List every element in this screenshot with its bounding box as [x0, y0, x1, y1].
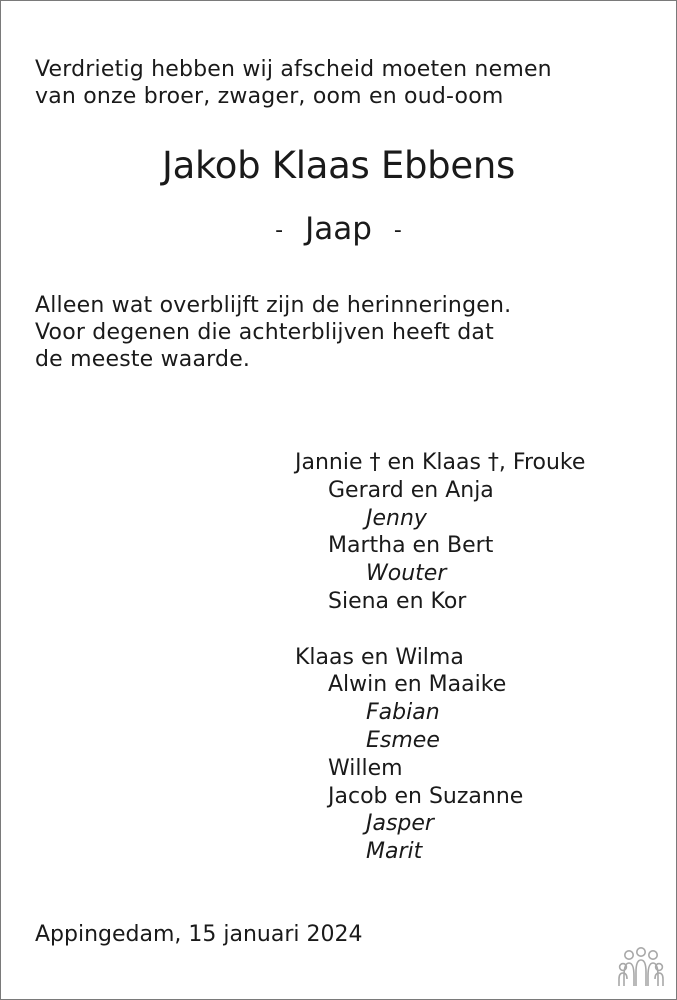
family-member: Willem	[328, 755, 403, 781]
quote-line: Voor degenen die achterblijven heeft dat	[35, 320, 494, 345]
family-grandchild: Marit	[366, 839, 423, 865]
deceased-name: Jakob Klaas Ebbens	[162, 144, 515, 187]
deceased-nickname-line	[1, 209, 676, 251]
family-member: Jacob en Suzanne	[328, 783, 524, 809]
quote-line: Alleen wat overblijft zijn de herinneringen.	[35, 293, 512, 318]
family-grandchild: Fabian	[366, 700, 440, 726]
intro-line: Verdrietig hebben wij afscheid moeten nemen	[35, 57, 552, 82]
intro-line: van onze broer, zwager, oom en oud-oom	[35, 84, 504, 109]
intro-text	[35, 56, 552, 110]
quote-line: de meeste waarde.	[35, 347, 251, 372]
family-grandchild: Jenny	[366, 505, 427, 531]
family-grandchild: Esmee	[366, 727, 440, 753]
memorial-quote	[35, 292, 511, 373]
dash-right: -	[393, 217, 402, 243]
family-member: Martha en Bert	[328, 533, 494, 559]
family-member: Siena en Kor	[328, 588, 467, 614]
family-head: Klaas en Wilma	[295, 644, 464, 670]
place-and-date: Appingedam, 15 januari 2024	[35, 922, 363, 947]
family-spacer	[295, 616, 585, 644]
family-list	[295, 449, 585, 866]
dash-left: -	[275, 217, 284, 243]
family-grandchild: Jasper	[366, 811, 434, 837]
family-member: Alwin en Maaike	[328, 672, 507, 698]
family-head: Jannie † en Klaas †, Frouke	[295, 450, 586, 475]
deceased-nickname: Jaap	[305, 211, 372, 247]
people-group-icon	[617, 946, 665, 988]
family-grandchild: Wouter	[366, 561, 447, 587]
family-member: Gerard en Anja	[328, 477, 494, 503]
